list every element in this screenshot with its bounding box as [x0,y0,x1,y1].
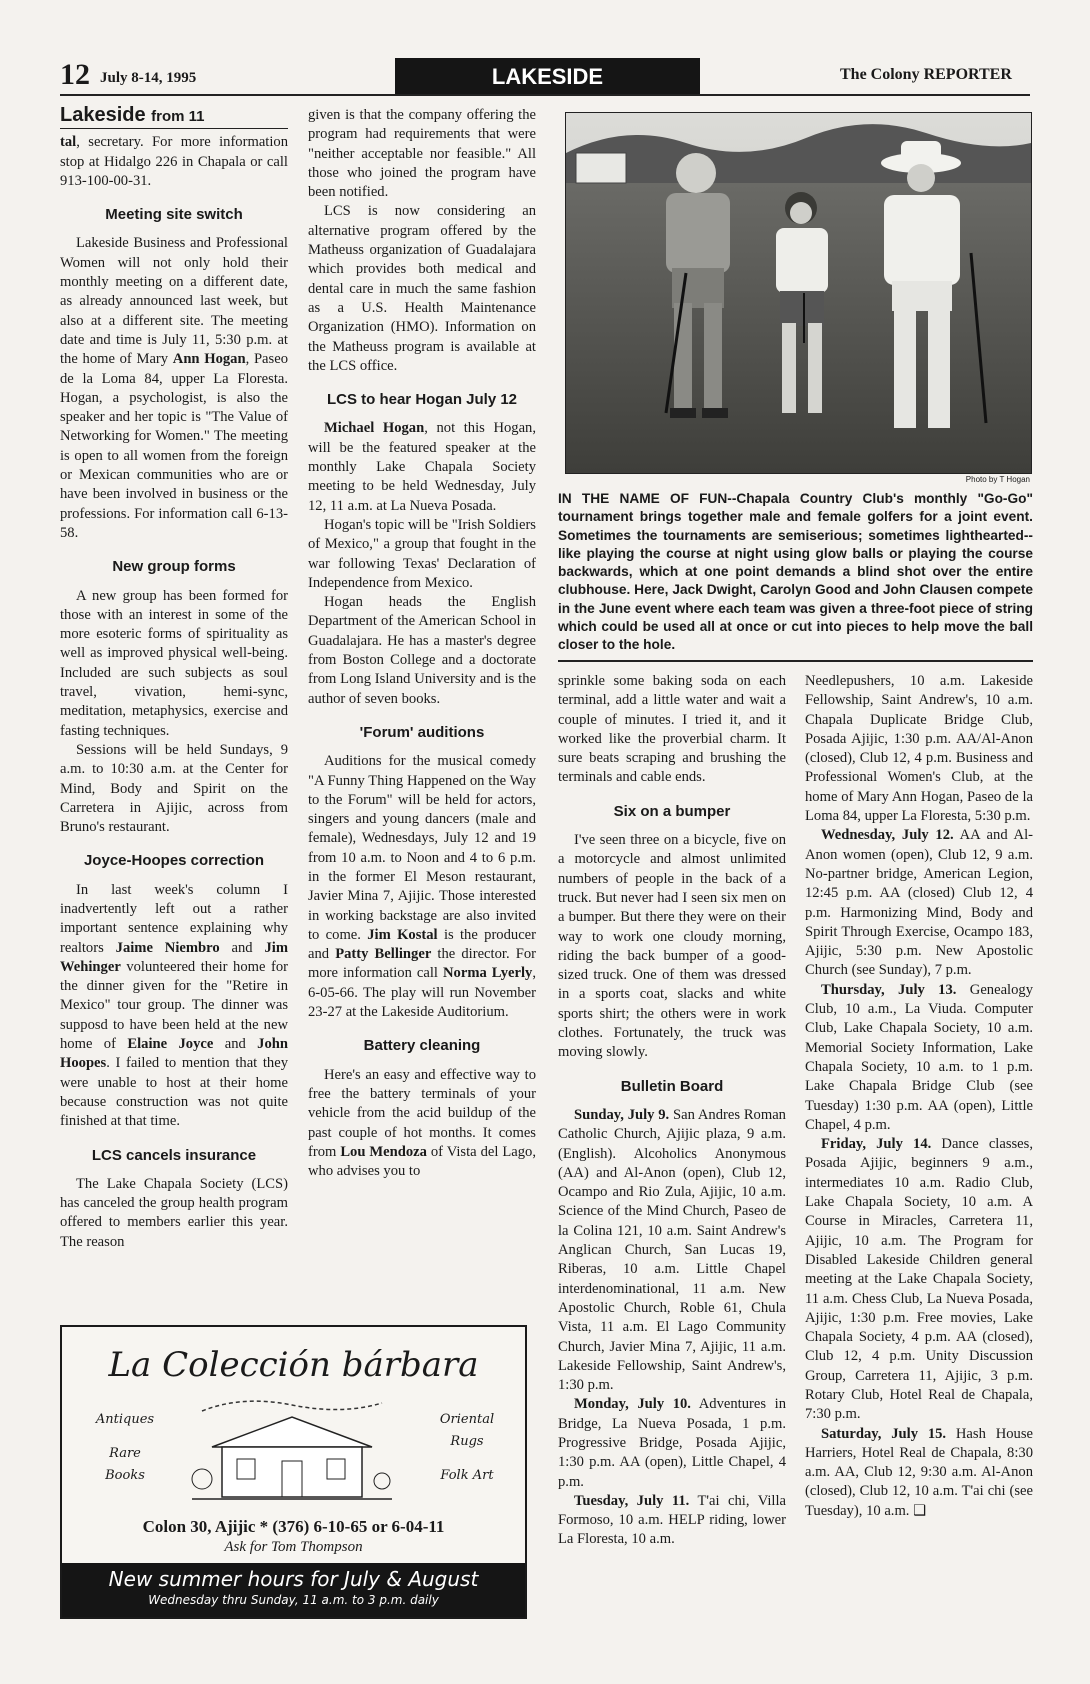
ad-address: Colon 30, Ajijic * (376) 6-10-65 or 6-04-11 [142,1517,445,1536]
subhead-hogan: LCS to hear Hogan July 12 [326,391,518,409]
ad-right-list: Oriental Rugs Folk Art [439,1412,495,1483]
building [576,153,626,183]
caption-rule [558,660,1033,662]
advertisement [60,1325,527,1619]
subhead-meeting: Meeting site switch [105,206,243,224]
paragraph: In last week's column I inadvertently left out a rather important sentence explaining why realtors Jaime Niembro and Jim Wehinger volunteered their home for the dinner given for the "Retire in Mexico" tour group. The dinner was supposd to have been held at the new home of Elaine Joyce and John Hoopes. I failed to mention that they were unable to host at their home because construction was not quite finished at that time. [60,881,288,1130]
golfers-image [566,113,1031,473]
bulletin-monday: Monday, July 10. Adventures in Bridge, La Nueva Posada, 1 p.m. Progressive Bridge, Posada Ajijic, 1:30 p.m. AA (open), Little Chapel, 4 p.m. [558,1396,787,1490]
photo-credit: Photo by T Hogan [965,475,1030,484]
photo-caption: IN THE NAME OF FUN--Chapala Country Club's monthly "Go-Go" tournament brings together male and female golfers for a joint event. Sometimes the tournaments are semiserious; sometimes lighthearted--like playing the course at night using glow balls or playing the course backwards, which at one point demands a blind shot over the entire clubhouse. Here, Jack Dwight, Carolyn Good and John Clausen compete in the June event where each team was given a three-foot piece of string which could be used all at once or cut into pieces to help move the ball closer to the hole. [558,491,1033,653]
paragraph: Here's an easy and effective way to free the battery terminals of your vehicle from the acid buildup of the past couple of hot months. It comes from Lou Mendoza of Vista del Lago, who advises you to [308,1066,536,1180]
subhead-forum: 'Forum' auditions [359,723,485,741]
section-banner: LAKESIDE [395,58,700,96]
ad-title: La Colección bárbara [108,1345,479,1385]
column-1 [60,106,288,1252]
paragraph: sprinkle some baking soda on each terminal, add a little water and wait a couple of minutes. I tried it, and it worked like the proverbial charm. It sure beats scraping and brushing the terminals and cable ends. [558,673,786,786]
ad-contact: Ask for Tom Thompson [224,1539,363,1555]
issue-date: July 8-14, 1995 [100,70,197,86]
subhead-lcs-insurance: LCS cancels insurance [91,1146,257,1164]
ad-hours-band [62,1563,525,1617]
subhead-bulletin: Bulletin Board [620,1077,724,1095]
paragraph: LCS is now considering an alternative program offered by the Matheuss organization of Guadalajara which provides both medical and dental care in much the same fashion as a U.S. Health Maintenance Organization (HMO). Information on the Matheuss program is available at the LCS office. [308,203,536,374]
subhead-battery: Battery cleaning [363,1037,481,1055]
ad-left-list: Antiques Rare Books [95,1412,155,1483]
page-number: 12 [60,58,90,91]
newspaper-name: The Colony REPORTER [840,66,1012,83]
shop-illustration [182,1389,402,1509]
subhead-new-group: New group forms [112,558,236,576]
jump-title: Lakeside [60,104,146,126]
paragraph: Hogan heads the English Department of the American School in Guadalajara. He has a master's degree from Boston College and a doctorate from Long Island University and is the author of seven books. [308,594,536,707]
paragraph: The Lake Chapala Society (LCS) has canceled the group health program offered to members earlier this year. The reason [60,1175,288,1250]
end-mark: ❑ [913,1502,927,1519]
paragraph: tal, secretary. For more information stop at Hidalgo 226 in Chapala or call 913-100-00-31. [60,134,288,189]
paragraph: I've seen three on a bicycle, five on a motorcycle and almost unlimited numbers of people in the back of a truck. But never had I seen six men on a bumper. But there they were on their way to work one cloudy morning, riding the back bumper of a good-sized truck. One of them was dressed in a sports coat, slacks and white sports shirt; the others were in work clothes. Fortunately, the truck was moving slowly. [558,832,786,1061]
bulletin-sunday: Sunday, July 9. San Andres Roman Catholic Church, Ajijic plaza, 9 a.m. (English). Alcoholics Anonymous (AA) and Al-Anon (open), Club 12, Ocampo and Rio Zula, Ajijic, 10 a.m. Science of the Mind Church, Paseo de la Colina 121, 10 a.m. Saint Andrew's Anglican Church, San Lucas 19, Riberas, 10 a.m. Little Chapel interdenominational, 11 a.m. New Apostolic Church, Roble 61, Chula Vista, 11 a.m. El Lago Community Church, Javier Mina 7, Ajijic, 11 a.m. Lakeside Fellowship, Saint Andrew's, 1:30 p.m. [558,1106,786,1394]
subhead-joyce-hoopes: Joyce-Hoopes correction [83,852,265,870]
paragraph: given is that the company offering the program had requirements that were "neither acceptable nor feasible." All those who joined the program have been notified. [308,107,536,201]
paragraph: Needlepushers, 10 a.m. Lakeside Fellowship, Saint Andrew's, 10 a.m. Chapala Duplicate Bridge Club, Posada Ajijic, 1:30 p.m. AA/Al-Anon (closed), Club 12, 4 p.m. Business and Professional Women's Club, at the home of Mary Ann Hogan, Paseo de la Loma 84, upper La Floresta, 5:30 p.m. [805,673,1033,825]
subhead-bumper: Six on a bumper [613,802,731,820]
column-4 [805,672,1033,1521]
golf-photo [565,112,1032,474]
paragraph: A new group has been formed for those with an interest in some of the more esoteric forms of spirituality as well as improved physical well-being. Included are such subjects as soul travel, vivation, hemi-sync, meditation, metaphysics, exercise and fasting techniques. [60,587,288,739]
header-rule [60,94,1030,96]
bulletin-thursday: Thursday, July 13. Genealogy Club, 10 a.m., La Viuda. Computer Club, Lake Chapala Society, 10 a.m. Memorial Society Information, Lake Chapala Society, 10 a.m. to 1 p.m. Lake Chapala Bridge Club (see Tuesday) 1:30 p.m. AA (open), Little Chapel, 4 p.m. [805,981,1033,1133]
jump-headline [60,106,288,129]
bulletin-tuesday: Tuesday, July 11. T'ai chi, Villa Formoso, 10 a.m. HELP riding, lower La Floresta, 10 a.m. [558,1492,787,1548]
paragraph: Michael Hogan, not this Hogan, will be the featured speaker at the monthly Lake Chapala Society meeting to be held Wednesday, July 12, 11 a.m. at La Nueva Posada. [308,420,537,514]
ad-hours-detail: Wednesday thru Sunday, 11 a.m. to 3 p.m. daily [148,1593,439,1607]
ad-hours-headline: New summer hours for July & August [108,1567,479,1591]
column-3 [558,672,786,1550]
bulletin-wednesday: Wednesday, July 12. AA and Al-Anon women (open), Club 12, 9 a.m. No-partner bridge, American Legion, 12:45 p.m. AA (closed) Club 12, 4 p.m. Harmonizing Mind, Body and Spirit Through Exercise, Ocampo 183, Ajijic, 5:30 p.m. New Apostolic Church (see Sunday), 7 p.m. [805,827,1033,979]
paragraph: Hogan's topic will be "Irish Soldiers of Mexico," a group that fought in the war following Texas' Declaration of Independence from Mexico. [308,516,536,591]
paragraph: Lakeside Business and Professional Women will not only hold their monthly meeting on a different date, as already announced last week, but also at a different site. The meeting date and time is July 11, 5:30 p.m. at the home of Mary Ann Hogan, Paseo de la Loma 84, upper La Floresta. Hogan, a psychologist, is also the speaker and her topic is "The Value of Networking for Women." The meeting is open to all women from the foreign or Mexican communities who are or have been involved in business or the professions. For information call 6-13-58. [60,235,288,541]
column-2 [308,106,536,1181]
paragraph: Sessions will be held Sundays, 9 a.m. to 10:30 a.m. at the Center for Mind, Body and Spirit on the Carretera in Ajijic, across from Bruno's restaurant. [60,741,288,836]
bulletin-saturday: Saturday, July 15. Hash House Harriers, Hotel Real de Chapala, 8:30 a.m. AA, Club 12, 9:30 a.m. Al-Anon (closed), Club 12, 10 a.m. T'ai chi (see Tuesday), 10 a.m. ❑ [805,1425,1033,1519]
bulletin-friday: Friday, July 14. Dance classes, Posada Ajijic, beginners 9 a.m., intermediates 10 a.m. Radio Club, Lake Chapala Society, 10 a.m. A Course in Miracles, Carretera 11, Ajijic, 10 a.m. The Program for Disabled Lakeside Children general meeting at the Lake Chapala Society, 11 a.m. Chess Club, La Nueva Posada, Ajijic, 1:30 p.m. Free movies, Lake Chapala Society, 4 p.m. AA (closed), Club 12, 4 p.m. Unity Discussion Group, Carretera 11, Ajijic, 3 p.m. Rotary Club, Hotel Real de Chapala, 7:30 p.m. [805,1136,1033,1423]
jump-from: from 11 [151,108,205,125]
paragraph: Auditions for the musical comedy "A Funny Thing Happened on the Way to the Forum" will be held for actors, singers and young dancers (male and female), Wednesdays, July 12 and 19 from 10 a.m. to Noon and 4 to 6 p.m. in the former El Meson restaurant, Javier Mina 7, Ajijic. Those interested in working backstage are also invited to come. Jim Kostal is the producer and Patty Bellinger the director. For more information call Norma Lyerly, 6-05-66. The play will run November 23-27 at the Lakeside Auditorium. [308,753,537,1021]
